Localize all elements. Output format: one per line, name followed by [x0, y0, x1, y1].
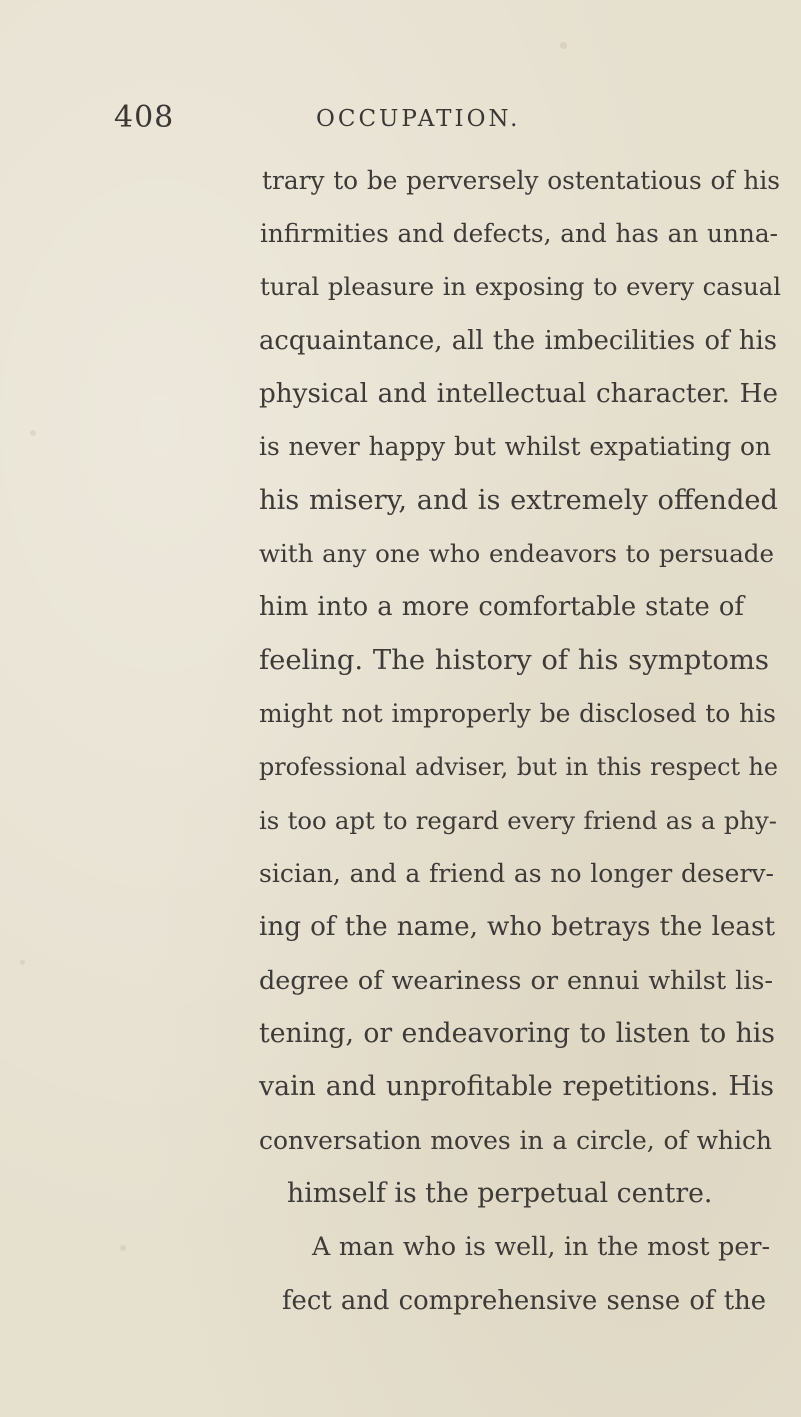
paper-stain — [560, 42, 567, 49]
text-line: tural pleasure in exposing to every casual — [260, 272, 781, 301]
text-line: acquaintance, all the imbecilities of his — [259, 326, 777, 356]
text-line: tening, or endeavoring to listen to his — [259, 1018, 775, 1049]
text-line: vain and unprofitable repetitions. His — [259, 1071, 774, 1102]
text-line: might not improperly be disclosed to his — [259, 699, 776, 728]
text-line: feeling. The history of his symptoms — [259, 645, 769, 676]
text-line: fect and comprehensive sense of the — [282, 1286, 766, 1316]
paper-stain — [20, 960, 25, 965]
page-number: 408 — [114, 100, 175, 135]
text-line: physical and intellectual character. He — [259, 379, 778, 409]
text-line: with any one who endeavors to persuade — [259, 539, 774, 568]
text-line: sician, and a friend as no longer deserv- — [259, 859, 774, 888]
text-line: professional adviser, but in this respect he — [259, 753, 778, 781]
text-line: is too apt to regard every friend as a phy- — [259, 806, 777, 835]
text-line: is never happy but whilst expatiating on — [259, 432, 771, 461]
text-line: A man who is well, in the most per- — [312, 1232, 770, 1261]
text-line: him into a more comfortable state of — [259, 592, 744, 622]
paper-stain — [30, 430, 36, 436]
text-line: trary to be perversely ostentatious of his — [262, 166, 780, 195]
running-head: OCCUPATION. — [316, 106, 521, 132]
text-line: degree of weariness or ennui whilst lis- — [259, 966, 773, 996]
text-line: ing of the name, who betrays the least — [259, 912, 775, 942]
page-header — [114, 100, 754, 140]
paper-stain — [120, 1245, 126, 1251]
text-line: infirmities and defects, and has an unna- — [260, 219, 778, 248]
text-line: himself is the perpetual centre. — [287, 1178, 713, 1209]
text-line: conversation moves in a circle, of which — [259, 1126, 772, 1155]
text-line: his misery, and is extremely offended — [259, 485, 778, 516]
